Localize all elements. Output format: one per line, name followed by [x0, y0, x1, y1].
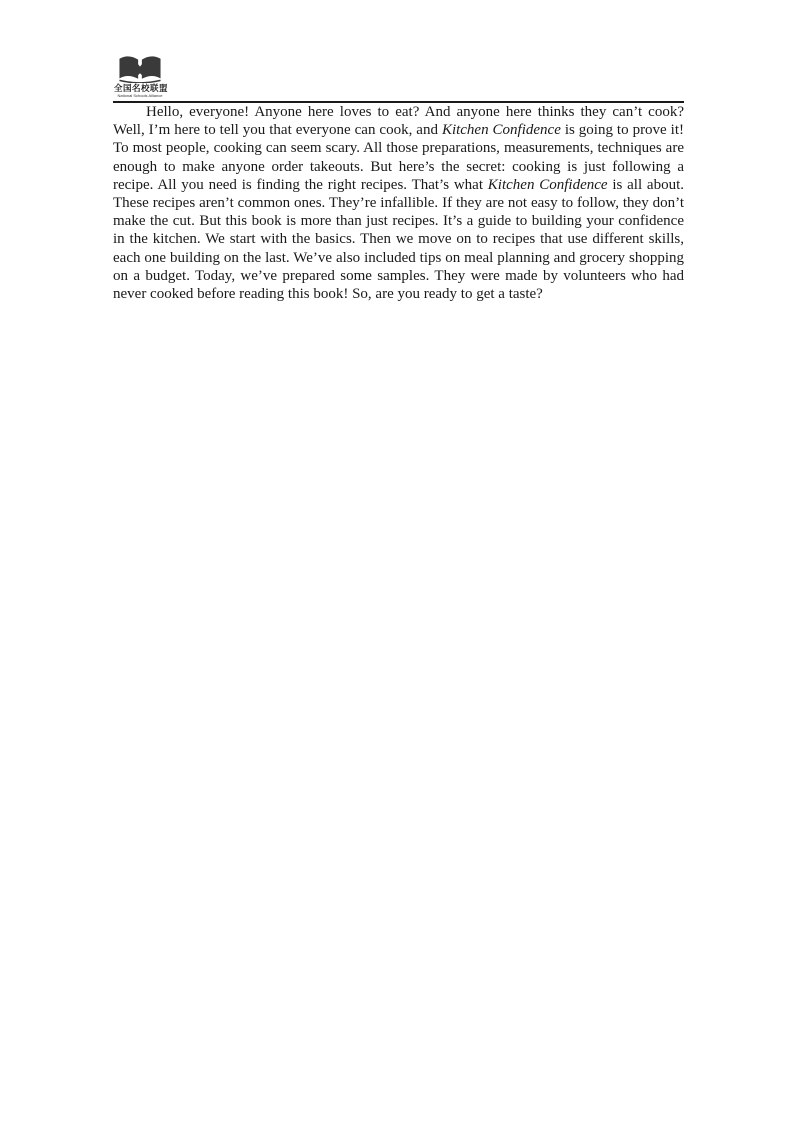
- logo-subtitle: National Schools Alliance: [117, 93, 163, 98]
- publisher-logo: [114, 55, 169, 98]
- transcript-text: Hello, everyone! Anyone here loves to eat? And anyone here thinks they can’t cook? Well, I’m here to tell you that everyone can cook, and: [113, 104, 684, 139]
- open-book-icon: [117, 55, 163, 83]
- logo-title: 全国名校联盟: [114, 83, 169, 93]
- transcript-text: is all about. These recipes aren’t common ones. They’re infallible. If they are not easy to follow, they don’t make the cut. But this book is more than just recipes. It’s a guide to building your confidence in the kitchen. We start with the basics. Then we move on to recipes that use different skills, each one building on the last. We’ve also included tips on meal planning and grocery shopping on a budget. Today, we’ve prepared some samples. They were made by volunteers who had never cooked before reading this book! So, are you ready to get a taste?: [113, 176, 684, 303]
- book-title-italic: Kitchen Confidence: [487, 176, 608, 193]
- transcript-paragraph: [113, 103, 684, 303]
- transcript-text: is going to prove it! To most people, cooking can seem scary. All those preparations, measurements, techniques are enough to make anyone order takeouts. But here’s the secret: cooking is just following a recipe. All you need is finding the right recipes. That’s what: [113, 122, 685, 193]
- content-area: [113, 103, 684, 303]
- book-title-italic: Kitchen Confidence: [441, 122, 561, 139]
